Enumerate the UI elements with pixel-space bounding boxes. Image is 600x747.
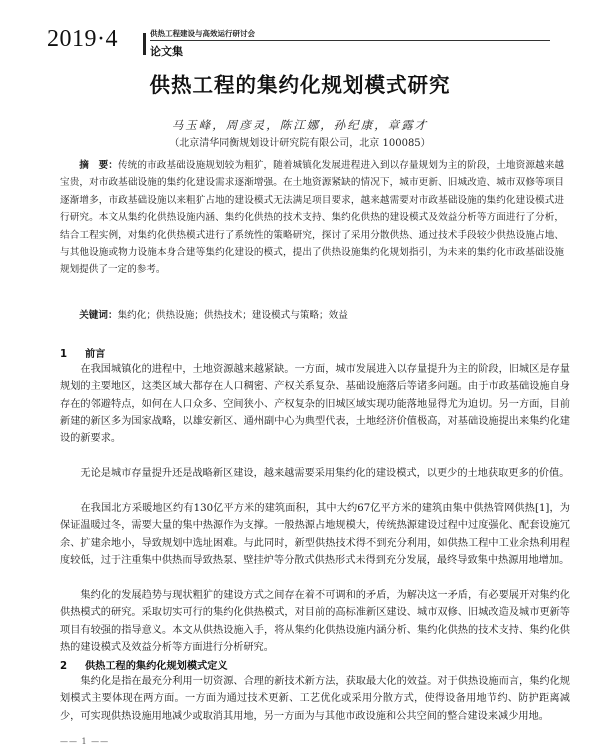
- section-heading: [60, 345, 105, 360]
- header-divider-bar: [143, 33, 146, 55]
- abstract: [60, 157, 564, 279]
- page-footer: —— 1 ——: [60, 737, 110, 746]
- section-number: 1: [60, 349, 68, 360]
- body-paragraph: 集约化的发展趋势与现状粗犷的建设方式之间存在着不可调和的矛盾，为解决这一矛盾，有必要展开对集约化供热模式的研究。采取切实可行的集约化供热模式，对目前的高标准新区建设、城市双修、旧城改造及城市更新等项目有较强的指导意义。本文从供热设施入手，将从集约化供热设施内涵分析、集约化供热的技术支持、集约化供热的建设模式及效益分析等方面进行分析研究。: [60, 590, 570, 653]
- keywords-text: 集约化；供热设施；供热技术；建设模式与策略；效益: [117, 310, 348, 321]
- paper-title: 供热工程的集约化规划模式研究: [149, 73, 451, 97]
- body-paragraph: 无论是城市存量提升还是战略新区建设，越来越需要采用集约化的建设模式，以更少的土地获取更多的价值。: [80, 468, 570, 479]
- header-rule: [150, 40, 550, 41]
- section-title: 前言: [85, 349, 106, 360]
- abstract-label: 摘 要：: [79, 160, 118, 171]
- abstract-text: 传统的市政基础设施规划较为粗犷，随着城镇化发展进程进入到以存量规划为主的阶段，土地资源越来越宝贵，对市政基础设施的集约化建设需求逐渐增强。在土地资源紧缺的情况下，城市更新、旧城改造、城市双修等项目逐渐增多，市政基础设施以来粗犷占地的建设模式无法满足项目要求，越来越需要对市政基础设施的集约化建设模式进行研究。本文从集约化供热设施内涵、集约化供热的技术支持、集约化供热的建设模式及效益分析等方面进行了分析，结合工程实例，对集约化供热模式进行了系统性的策略研究，探讨了采用分散供热、通过技术手段较少供热设施占地、与其他设施或物力设施本身合建等集约化建设的模式，提出了供热设施集约化规划指引，为未来的集约化市政基础设施规划提供了一定的参考。: [60, 160, 565, 276]
- keywords: [60, 307, 564, 324]
- proceedings-title: 供热工程建设与高效运行研讨会: [150, 29, 255, 38]
- body-paragraph: 在我国城镇化的进程中，土地资源越来越紧缺。一方面，城市发展进入以存量提升为主的阶段，旧城区是存量规划的主要地区，这类区域大都存在人口稠密、产权关系复杂、基础设施落后等诸多问题。由于市政基础设施自身存在的邻避特点，如何在人口众多、空间狭小、产权复杂的旧城区域实现功能落地显得尤为迫切。另一方面，目前新建的新区多为国家战略，以雄安新区、通州副中心为典型代表，土地经济价值极高，对基础设施提出来集约化建设的新要求。: [60, 364, 570, 445]
- section-label: 论文集: [150, 45, 183, 58]
- author-list: 马玉峰，周彦灵，陈江娜，孙纪康，章露才: [171, 118, 429, 132]
- body-paragraph: 集约化是指在最充分利用一切资源、合理的新技术新方法，获取最大化的效益。对于供热设施而言，集约化规划模式主要体现在两方面。一方面为通过技术更新、工艺优化或采用分散方式，使得设备用地节约、防护距离减少，可实现供热设施用地减少或取消其用地，另一方面为与其他市政设施和公共空间的整合建设来减少用地。: [60, 676, 570, 722]
- section-heading: [60, 657, 228, 672]
- section-title: 供热工程的集约化规划模式定义: [85, 661, 228, 672]
- section-number: 2: [60, 661, 68, 672]
- keywords-label: 关键词：: [79, 310, 118, 321]
- author-affiliation: （北京清华同衡规划设计研究院有限公司，北京 100085）: [169, 138, 431, 149]
- issue-number: 2019·4: [47, 26, 118, 52]
- body-paragraph: 在我国北方采暖地区约有130亿平方米的建筑面积，其中大约67亿平方米的建筑由集中供热管网供热[1]，为保证温暖过冬，需要大量的集中热源作为支撑。一般热源占地规模大，传统热源建设过程中过度强化、配套设施冗余、扩建余地小，导致规划中选址困难。与此同时，新型供热技术得不到充分利用，如供热工程中工业余热利用程度较低，过于注重集中供热而导致热泵、壁挂炉等分散式供热形式未得到充分发展，最终导致集中热源用地增加。: [60, 503, 570, 566]
